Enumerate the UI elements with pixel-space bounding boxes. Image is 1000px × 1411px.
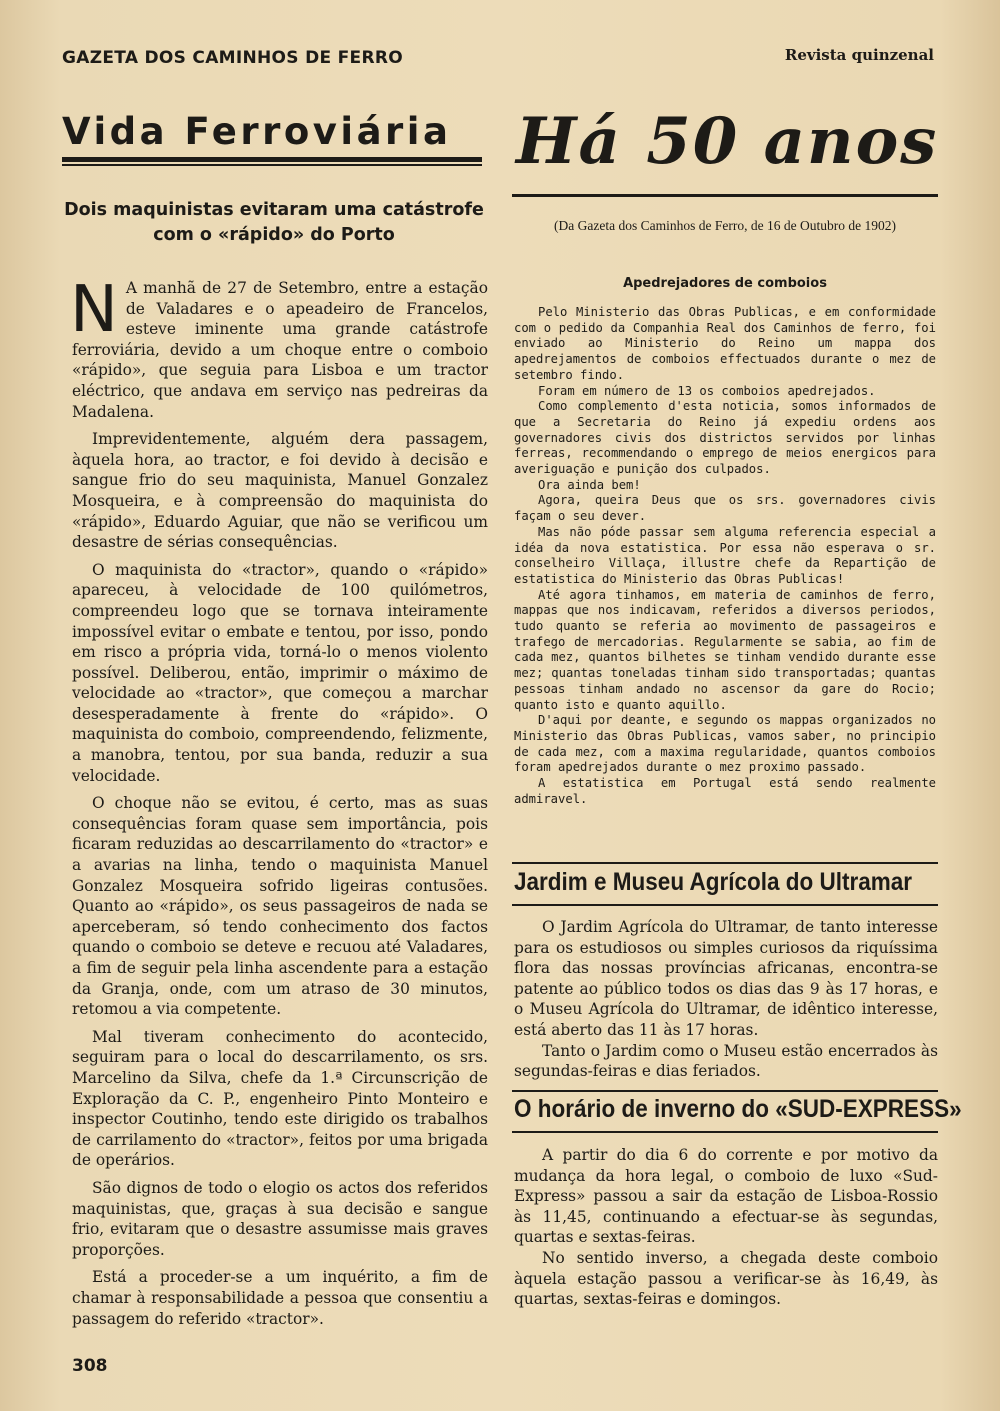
- title-rule-right: [512, 194, 938, 197]
- article-subtitle: Dois maquinistas evitaram uma catástrofe com o «rápido» do Porto: [64, 200, 484, 245]
- article-paragraph: No sentido inverso, a chegada deste comboio àquela estação passou a verificar-se às 16,49, às quartas, sextas-feiras e domingos.: [514, 1248, 938, 1309]
- article-paragraph: N A manhã de 27 de Setembro, entre a estação de Valadares e o apeadeiro de Francelos, esteve iminente uma grande catástrofe ferroviária, devido a um choque entre o comboio «rápido», que seguia para Lisboa e um tractor eléctrico, que andava em serviço nas pedreiras da Madalena.: [70, 273, 488, 421]
- article-paragraph: Até agora tinhamos, em materia de caminhos de ferro, mappas que nos indicavam, referidos a diversos periodos, tudo quanto se referia ao movimento de passageiros e trafego de mercadorias. Regularmente se sabia, ao fim de cada mez, quantos bilhetes se tinham vendido durante esse mez; quantas toneladas tinham sido transportadas; quantas pessoas tinham andado no ascensor da gare do Rocio; quanto isto e quanto aquillo.: [514, 587, 936, 712]
- article-paragraph: Mal tiveram conhecimento do acontecido, seguiram para o local do descarrilamento, os srs. Marcelino da Silva, chefe da 1.ª Circunscrição de Exploração da C. P., engenheiro Pinto Monteiro e inspector Coutinho, tendo este dirigido os trabalhos de carrilamento do «tractor», feitos por uma brigada de operários.: [72, 1027, 488, 1170]
- article-paragraph: Mas não póde passar sem alguma referencia especial a idéa da nova estatistica. Por essa não esperava o sr. conselheiro Villaça, illustre chefe da Repartição de estatistica do Ministerio das Obras Publicas!: [514, 524, 936, 586]
- article-paragraph: D'aqui por deante, e segundo os mappas organizados no Ministerio das Obras Publicas, vamos saber, no principio de cada mez, com a maxima regularidade, quantos comboios foram apedrejados durante o mez proximo passado.: [514, 713, 936, 775]
- section-title-sud-express: O horário de inverno do «SUD-EXPRESS»: [514, 1095, 962, 1123]
- section-title-ha-50-anos: Há 50 anos: [516, 104, 939, 179]
- section-divider: [512, 1131, 938, 1133]
- article-paragraph: O choque não se evitou, é certo, mas as suas consequências foram quase sem importância, pois ficaram reduzidas ao descarrilamento do «tractor» e a avarias na linha, tendo o maquinista Manuel Gonzalez Mosqueira sofrido ligeiras contusões. Quanto ao «rápido», os seus passageiros de nada se aperceberam, só tendo conhecimento dos factos quando o comboio se deteve e recuou até Valadares, a fim de seguir pela linha ascendente para a estação da Granja, onde, com um atraso de 30 minutos, retomou a via competente.: [72, 794, 488, 1019]
- drop-cap: N: [70, 273, 118, 347]
- article-paragraph: Foram em número de 13 os comboios apedrejados.: [538, 383, 876, 398]
- section-divider: [512, 1090, 938, 1092]
- section-title-vida-ferroviaria: Vida Ferroviária: [62, 110, 452, 153]
- section-divider: [512, 862, 938, 864]
- running-header-subtitle: Revista quinzenal: [784, 46, 934, 64]
- article-body-sud-express: [514, 1145, 938, 1310]
- section-title-jardim: Jardim e Museu Agrícola do Ultramar: [514, 868, 913, 896]
- article-paragraph: Imprevidentemente, alguém dera passagem, àquela hora, ao tractor, e foi devido à decisão e sangue frio do seu maquinista, Manuel Gonzalez Mosqueira, e à compreensão do maquinista do «rápido», Eduardo Aguiar, que não se verificou um desastre de sérias consequências.: [72, 430, 488, 552]
- title-rule-thick: [62, 157, 482, 162]
- article-paragraph: Como complemento d'esta noticia, somos informados de que a Secretaria do Reino já expediu ordens aos governadores civis dos districtos servidos por linhas ferreas, recommendando o emprego de meios energicos para averiguação e punição dos culpados.: [514, 399, 936, 477]
- article-paragraph: São dignos de todo o elogio os actos dos referidos maquinistas, que, graças à sua decisão e sangue frio, evitaram que o desastre assumisse mais graves proporções.: [72, 1178, 488, 1259]
- article-paragraph: A partir do dia 6 do corrente e por motivo da mudança da hora legal, o comboio de luxo «Sud-Express» passou a sair da estação de Lisboa-Rossio às 11,45, continuando a efectuar-se às segundas, quartas e sextas-feiras.: [514, 1146, 938, 1247]
- article-body-left: [70, 273, 488, 1336]
- article-paragraph: Está a proceder-se a um inquérito, a fim de chamar à responsabilidade a pessoa que consentiu a passagem do referido «tractor».: [72, 1268, 488, 1328]
- article-paragraph: Agora, queira Deus que os srs. governadores civis façam o seu dever.: [514, 493, 936, 524]
- article-paragraph: A estatistica em Portugal está sendo realmente admiravel.: [514, 776, 936, 806]
- section-divider: [512, 904, 938, 906]
- article-heading-apedrejadores: Apedrejadores de comboios: [623, 276, 827, 291]
- running-header-title: GAZETA DOS CAMINHOS DE FERRO: [62, 48, 403, 68]
- title-rule-thin: [62, 164, 482, 166]
- article-paragraph: Ora ainda bem!: [538, 477, 641, 492]
- page-number: 308: [72, 1356, 108, 1376]
- article-body-jardim: [514, 917, 938, 1082]
- article-paragraph: O maquinista do «tractor», quando o «rápido» apareceu, à velocidade de 100 quilómetros, compreendeu logo que se tornava inteiramente impossível evitar o embate e tentou, por isso, pondo em risco a própria vida, torná-lo o menos violento possível. Deliberou, então, imprimir o máximo de velocidade ao «tractor», que começou a marchar desesperadamente à frente do «rápido». O maquinista do comboio, compreendendo, felizmente, a manobra, tentou, por sua banda, reduzir a sua velocidade.: [72, 560, 488, 785]
- source-citation: (Da Gazeta dos Caminhos de Ferro, de 16 de Outubro de 1902): [554, 218, 896, 233]
- article-body-right: [514, 305, 936, 808]
- article-paragraph: O Jardim Agrícola do Ultramar, de tanto interesse para os estudiosos ou simples curiosos da riquíssima flora das nossas províncias africanas, encontra-se patente ao público todos os dias das 9 às 17 horas, e o Museu Agrícola do Ultramar, de idêntico interesse, está aberto das 11 às 17 horas.: [514, 918, 938, 1039]
- article-paragraph: Pelo Ministerio das Obras Publicas, e em conformidade com o pedido da Companhia Real dos Caminhos de ferro, foi enviado ao Ministerio do Reino um mappa dos apedrejamentos de comboios effectuados durante o mez de setembro findo.: [514, 305, 936, 382]
- article-paragraph: Tanto o Jardim como o Museu estão encerrados às segundas-feiras e dias feriados.: [514, 1041, 938, 1081]
